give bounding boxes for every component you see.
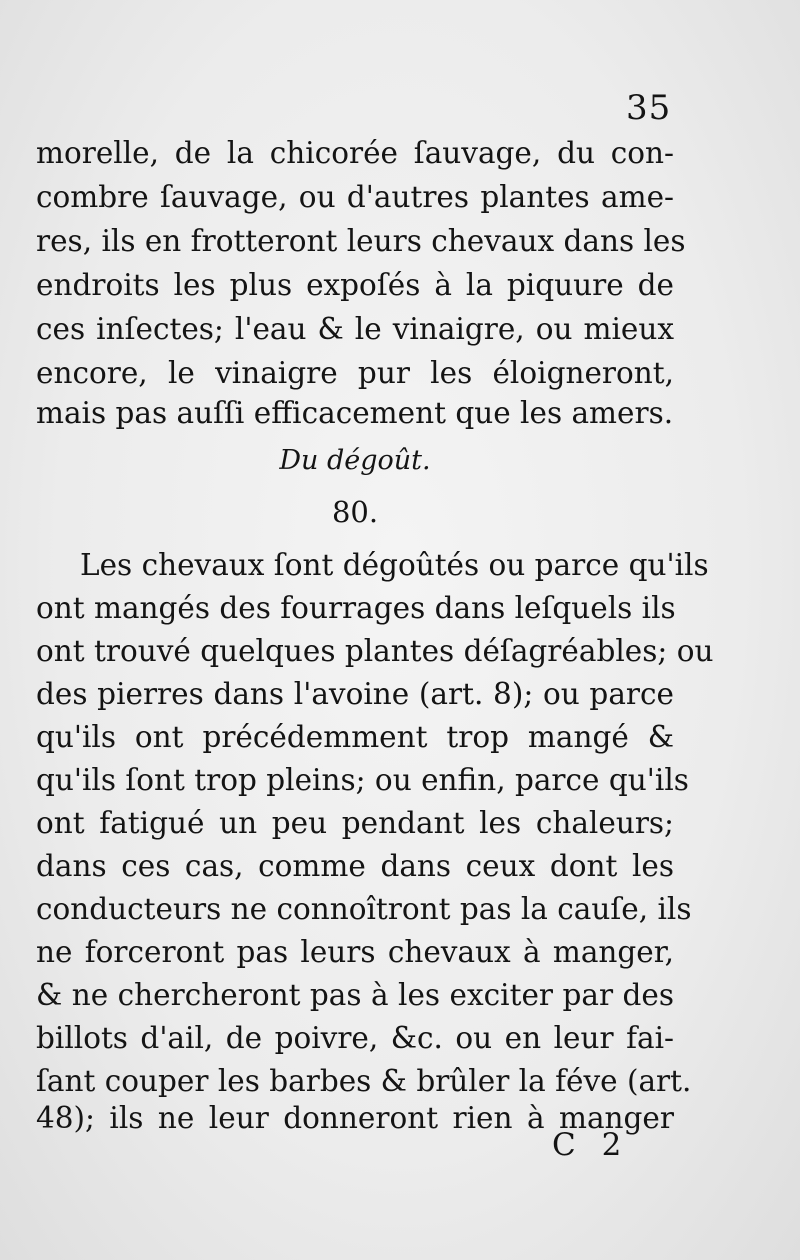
text-line: Les chevaux ſont dégoûtés ou parce qu'ils xyxy=(80,548,709,582)
text-line: ces inſectes; l'eau & le vinaigre, ou mieux xyxy=(36,312,674,346)
text-line: dans ces cas, comme dans ceux dont les xyxy=(36,849,674,883)
text-line: ont mangés des fourrages dans leſquels ils xyxy=(36,591,676,625)
text-line: ne forceront pas leurs chevaux à manger, xyxy=(36,935,674,969)
signature-mark: C 2 xyxy=(552,1127,630,1163)
text-line: encore, le vinaigre pur les éloigneront, xyxy=(36,356,674,390)
text-line: combre ſauvage, ou d'autres plantes ame- xyxy=(36,180,674,214)
section-heading: Du dégoût. xyxy=(279,445,431,476)
text-line: billots d'ail, de poivre, &c. ou en leur fai- xyxy=(36,1021,674,1055)
text-line: conducteurs ne connoîtront pas la cauſe, ils xyxy=(36,892,692,926)
text-line: ont fatigué un peu pendant les chaleurs; xyxy=(36,806,674,840)
text-line: ſant couper les barbes & brûler la féve (art. xyxy=(36,1064,692,1098)
text-line: morelle, de la chicorée ſauvage, du con- xyxy=(36,136,674,170)
text-line: 48); ils ne leur donneront rien à manger xyxy=(36,1101,674,1135)
text-line: mais pas auſſi efficacement que les amers. xyxy=(36,396,674,430)
text-line: qu'ils ont précédemment trop mangé & xyxy=(36,720,674,754)
text-line: qu'ils ſont trop pleins; ou enfin, parce qu'ils xyxy=(36,763,689,797)
text-line: endroits les plus expoſés à la piquure de xyxy=(36,268,674,302)
text-line: des pierres dans l'avoine (art. 8); ou parce xyxy=(36,677,674,711)
article-number: 80. xyxy=(331,495,379,529)
text-line: ont trouvé quelques plantes déſagréables; ou xyxy=(36,634,714,668)
text-line: & ne chercheront pas à les exciter par des xyxy=(36,978,674,1012)
page-number: 35 xyxy=(626,88,672,128)
text-line: res, ils en frotteront leurs chevaux dans les xyxy=(36,224,686,258)
